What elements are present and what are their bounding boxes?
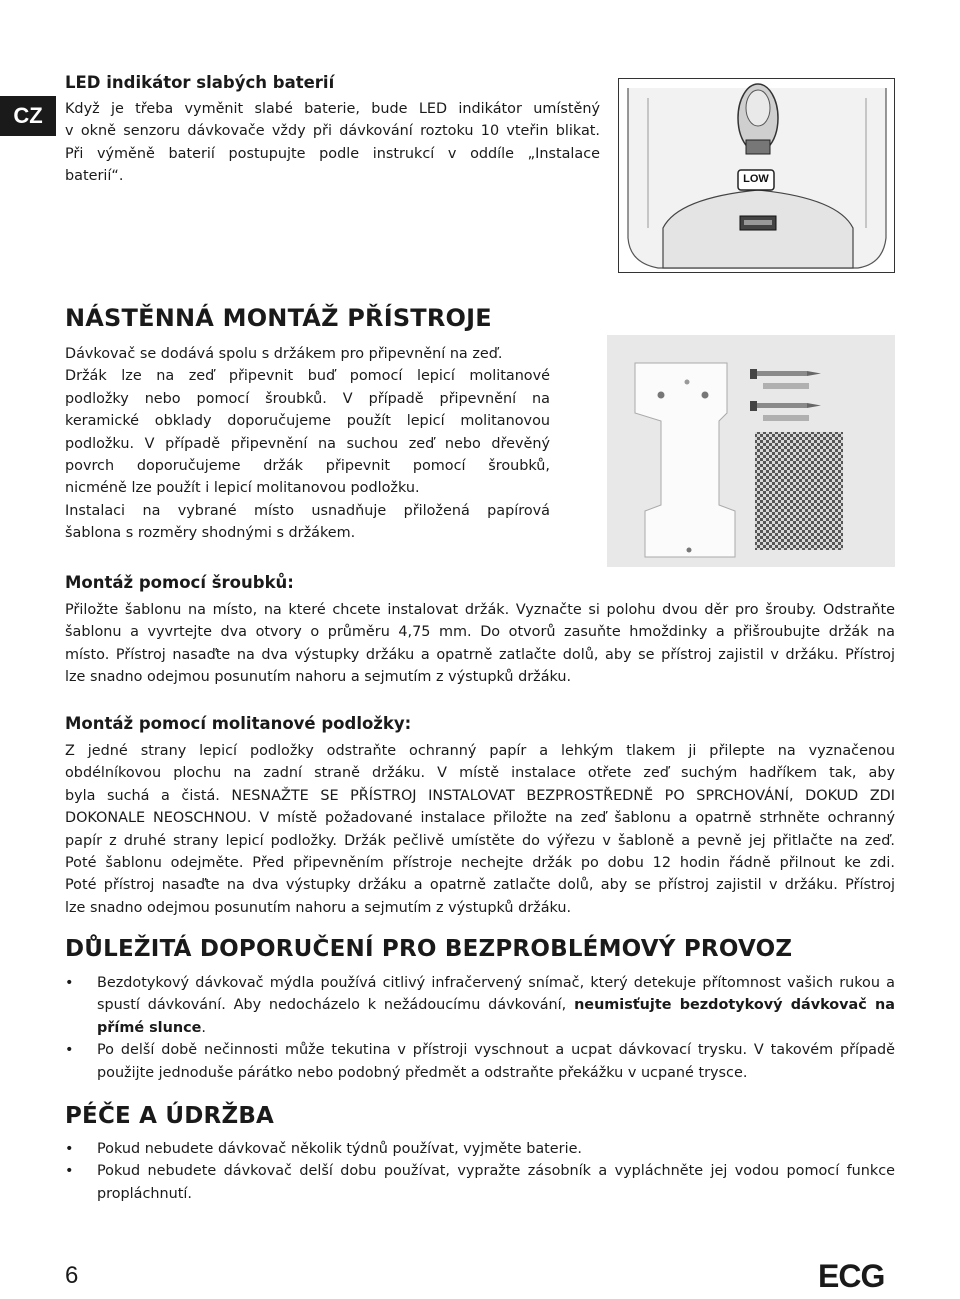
mount-line-1: Dávkovač se dodává spolu s držákem pro připevnění na zeď. xyxy=(65,346,503,362)
foam-line-5: papír z druhé strany lepicí podložky. Držák pečlivě umístěte do výřezu v šabloně a pevně jej přitlačte na zeď. xyxy=(65,832,895,849)
screws-line-2: šablonu a vyvrtejte dva otvory o průměru 4,75 mm. Do otvorů zasuňte hmoždinky a přišroubujte držák na xyxy=(65,624,895,641)
foam-section-text xyxy=(65,740,895,919)
bracket-illustration xyxy=(607,335,895,567)
foam-line-2: obdélníkovou plochu na zadní straně držáku. V místě instalace otřete zeď suchým hadříkem tak, aby xyxy=(65,765,895,782)
care-item-2-text: Pokud nebudete dávkovač delší dobu používat, vypražte zásobník a vypláchněte jej vodou pomocí funkce propláchnutí. xyxy=(97,1163,895,1202)
important-item-2-text: Po delší době nečinnosti může tekutina v přístroji vyschnout a ucpat dávkovací trysku. V takovém případě použijte jednoduše párátko nebo podobný předmět a odstraňte překážku v ucpané trysce. xyxy=(97,1042,895,1081)
bullet-icon: • xyxy=(65,1163,74,1180)
brand-logo: ECG xyxy=(818,1258,885,1294)
important-section-title: DŮLEŽITÁ DOPORUČENÍ PRO BEZPROBLÉMOVÝ PROVOZ xyxy=(65,936,793,962)
language-tab: CZ xyxy=(0,96,56,136)
screws-line-4: lze snadno odejmou posunutím nahoru a sejmutím z výstupků držáku. xyxy=(65,669,572,686)
foam-line-8: lze snadno odejmou posunutím nahoru a sejmutím z výstupků držáku. xyxy=(65,899,572,916)
foam-line-3: byla suchá a čistá. NESNAŽTE SE PŘÍSTROJ INSTALOVAT BEZPROSTŘEDNĚ PO SPRCHOVÁNÍ, DOKUD ZDI xyxy=(65,787,895,804)
led-line-1: Když je třeba vyměnit slabé baterie, bude LED indikátor umístěný xyxy=(65,101,600,117)
page-number: 6 xyxy=(65,1262,79,1289)
mount-line-4: keramické obklady doporučujeme použít lepicí molitanovou xyxy=(65,413,550,430)
important-list xyxy=(65,972,895,1084)
foam-section-title: Montáž pomocí molitanové podložky: xyxy=(65,714,412,733)
mount-section-text xyxy=(65,343,550,545)
bracket-photo xyxy=(607,335,895,567)
dispenser-photo xyxy=(618,78,895,273)
care-item-1-text: Pokud nebudete dávkovač několik týdnů používat, vyjměte baterie. xyxy=(97,1141,583,1157)
mount-section-title: NÁSTĚNNÁ MONTÁŽ PŘÍSTROJE xyxy=(65,304,492,332)
screws-section-text xyxy=(65,599,895,689)
led-section-text xyxy=(65,98,600,188)
foam-line-4: DOKONALE NEOSCHNOU. V místě požadované instalace přiložte na zeď šablonu a opatrně strhněte ochranný xyxy=(65,810,895,827)
bullet-icon: • xyxy=(65,1042,74,1059)
list-item xyxy=(65,1160,895,1205)
foam-line-1: Z jedné strany lepicí podložky odstraňte ochranný papír a lehkým tlakem ji přilepte na vyznačenou xyxy=(65,743,895,759)
list-item xyxy=(65,1039,895,1084)
screws-line-1: Přiložte šablonu na místo, na které chcete instalovat držák. Vyznačte si polohu dvou děr pro šrouby. Odstraňte xyxy=(65,602,895,618)
foam-line-7: Poté přístroj nasaďte na dva výstupky držáku a opatrně zatlačte dolů, aby se přístroj zajistil v držáku. Přístroj xyxy=(65,877,895,894)
bullet-icon: • xyxy=(65,975,74,991)
important-item-1-bold: neumisťujte bezdotykový dávkovač na přímé slunce xyxy=(97,997,895,1036)
foam-line-6: Poté šablonu odejměte. Před připevněním přístroje nechejte držák po dobu 12 hodin řádně přilnout ke zdi. xyxy=(65,855,895,872)
mount-line-3: podložky nebo pomocí šroubků. V případě připevnění na xyxy=(65,390,550,407)
screws-section-title: Montáž pomocí šroubků: xyxy=(65,573,294,592)
list-item xyxy=(65,1138,895,1160)
care-section-title: PÉČE A ÚDRŽBA xyxy=(65,1103,275,1129)
list-item xyxy=(65,972,895,1039)
mount-line-2: Držák lze na zeď připevnit buď pomocí lepicí molitanové xyxy=(65,368,550,385)
led-section-title: LED indikátor slabých baterií xyxy=(65,73,335,92)
screws-line-3: místo. Přístroj nasaďte na dva výstupky držáku a opatrně zatlačte dolů, aby se přístroj zajistil v držáku. Přístroj xyxy=(65,646,895,663)
led-line-2: v okně senzoru dávkovače vždy při dávkování roztoku 10 vteřin blikat. xyxy=(65,123,600,140)
bullet-icon: • xyxy=(65,1141,74,1157)
mount-line-5: podložku. V případě připevnění na suchou zeď nebo dřevěný xyxy=(65,435,550,452)
mount-line-6: povrch doporučujeme držák připevnit pomocí šroubků, xyxy=(65,458,550,475)
important-item-1-end: . xyxy=(201,1019,206,1036)
mount-line-8: Instalaci na vybrané místo usnadňuje přiložená papírová xyxy=(65,502,550,519)
mount-line-7: nicméně lze použít i lepicí molitanovou podložku. xyxy=(65,480,420,497)
low-label: LOW xyxy=(743,173,769,185)
led-line-4: baterií“. xyxy=(65,168,124,185)
mount-line-9: šablona s rozměry shodnými s držákem. xyxy=(65,525,356,542)
important-item-1-text: Bezdotykový dávkovač mýdla používá citlivý infračervený snímač, který detekuje přítomnost vašich rukou a spustí dávkování. Aby nedocházelo k nežádoucímu dávkování, xyxy=(97,975,895,1014)
led-line-3: Při výměně baterií postupujte podle instrukcí v oddíle „Instalace xyxy=(65,145,600,162)
care-list xyxy=(65,1138,895,1205)
